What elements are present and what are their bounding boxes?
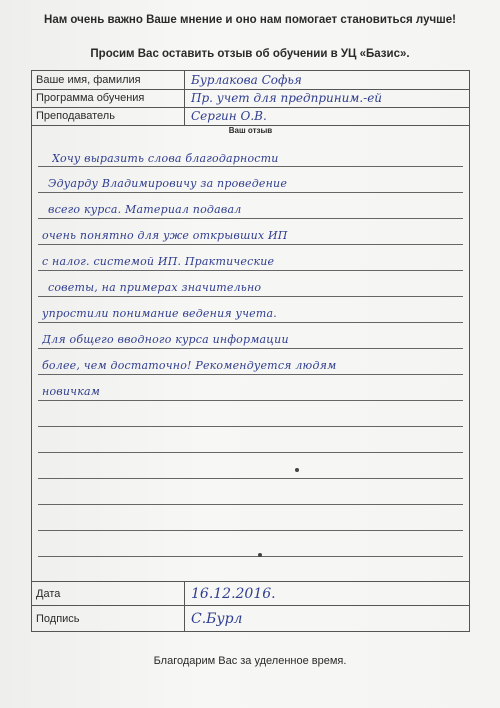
review-text-line: Для общего вводного курса информации	[42, 333, 289, 346]
program-row	[32, 89, 469, 108]
ink-dot	[258, 553, 262, 557]
date-label: Дата	[32, 582, 185, 606]
form-frame	[31, 70, 470, 632]
review-text-line: советы, на примерах значительно	[48, 281, 262, 294]
review-text-line: более, чем достаточно! Рекомендуется людям	[42, 359, 337, 372]
review-text-line: новичкам	[42, 385, 101, 398]
date-row	[32, 581, 469, 606]
signature-label: Подпись	[32, 606, 185, 632]
ruled-line	[38, 374, 463, 375]
ruled-line	[38, 166, 463, 167]
teacher-value[interactable]: Сергин О.В.	[191, 109, 267, 123]
ruled-line	[38, 244, 463, 245]
header-line-1: Нам очень важно Ваше мнение и оно нам помогает становиться лучше!	[44, 14, 456, 26]
ruled-line	[38, 218, 463, 219]
name-row	[32, 71, 469, 90]
signature-row	[32, 605, 469, 632]
ruled-line	[38, 556, 463, 557]
program-label: Программа обучения	[32, 89, 185, 107]
header-line-2: Просим Вас оставить отзыв об обучении в УЦ «Базис».	[90, 48, 410, 60]
form-header	[26, 8, 474, 70]
program-value[interactable]: Пр. учет для предприним.-ей	[191, 91, 383, 105]
ruled-line	[38, 478, 463, 479]
ruled-line	[38, 322, 463, 323]
review-lines-area[interactable]	[32, 137, 469, 571]
name-value[interactable]: Бурлакова Софья	[191, 73, 302, 87]
review-text-line: упростили понимание ведения учета.	[42, 307, 277, 320]
ruled-line	[38, 400, 463, 401]
name-label: Ваше имя, фамилия	[32, 71, 185, 89]
ruled-line	[38, 270, 463, 271]
ruled-line	[38, 192, 463, 193]
review-text-line: очень понятно для уже открывших ИП	[42, 229, 288, 242]
teacher-row	[32, 107, 469, 126]
ruled-line	[38, 530, 463, 531]
review-text-line: всего курса. Материал подавал	[48, 203, 242, 216]
teacher-label: Преподаватель	[32, 107, 185, 125]
ruled-line	[38, 348, 463, 349]
review-title: Ваш отзыв	[228, 126, 273, 135]
review-text-line: с налог. системой ИП. Практические	[42, 255, 275, 268]
review-text-line: Хочу выразить слова благодарности	[52, 152, 279, 165]
signature-value[interactable]: С.Бурл	[191, 611, 243, 627]
ruled-line	[38, 426, 463, 427]
date-value[interactable]: 16.12.2016.	[191, 586, 276, 602]
footer-thanks: Благодарим Вас за уделенное время.	[153, 655, 347, 667]
ruled-line	[38, 296, 463, 297]
review-text-line: Эдуарду Владимировичу за проведение	[48, 177, 288, 190]
ruled-line	[38, 504, 463, 505]
ruled-line	[38, 452, 463, 453]
ink-dot	[295, 468, 299, 472]
